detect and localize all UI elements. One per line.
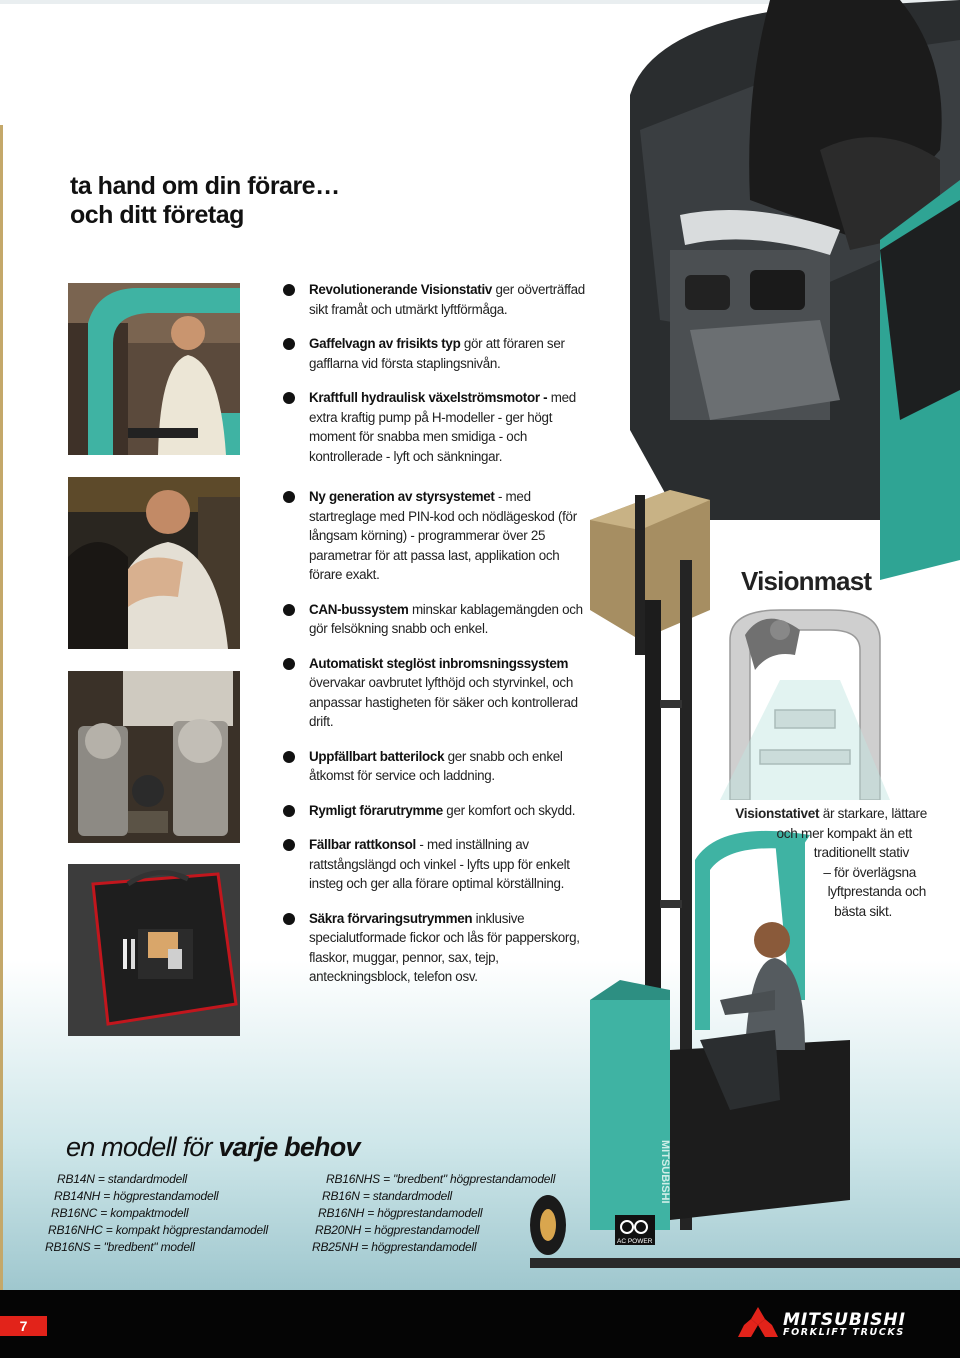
page-title-line-2: och ditt företag bbox=[70, 201, 244, 229]
ac-power-label: AC POWER bbox=[617, 1238, 653, 1245]
feature-title: Kraftfull hydraulisk växelströmsmotor - bbox=[309, 390, 548, 405]
model-item: RB16NS = "bredbent" modell bbox=[45, 1240, 195, 1254]
feature-text: - med startreglage med PIN-kod och nödlägeskod (för långsam körning) - programmerar över 25 parametrar för att passa last, applikation och förare exakt. bbox=[309, 489, 577, 582]
feature-title: Revolutionerande Visionstativ bbox=[309, 282, 493, 297]
photo-operator-in-cab bbox=[68, 283, 240, 455]
feature-text: - med inställning av rattstångslängd och vinkel - lyfts upp för enkelt insteg och ger alla förare optimal körställning. bbox=[309, 837, 570, 891]
bullet-icon bbox=[283, 658, 295, 670]
bullet-icon bbox=[283, 913, 295, 925]
visionmast-description bbox=[700, 804, 932, 921]
bullet-icon bbox=[283, 839, 295, 851]
page-title-line-1: ta hand om din förare… bbox=[70, 172, 340, 200]
visionmast-line-1 bbox=[700, 804, 932, 824]
bullet-icon bbox=[283, 392, 295, 404]
visionmast-line-3: traditionellt stativ bbox=[813, 845, 909, 860]
models-heading bbox=[66, 1132, 360, 1163]
visionmast-bold: Visionstativet bbox=[735, 806, 820, 821]
truck-side-brand: MITSUBISHI bbox=[659, 1140, 671, 1204]
model-item: RB16NH = högprestandamodell bbox=[318, 1206, 483, 1220]
photo-operator-portrait bbox=[68, 477, 240, 649]
bullet-icon bbox=[283, 284, 295, 296]
feature-title: Fällbar rattkonsol bbox=[309, 837, 416, 852]
bullet-icon bbox=[283, 751, 295, 763]
feature-text: ger oöverträffad sikt framåt och utmärkt lyftförmåga. bbox=[309, 282, 585, 317]
visionmast-diagram bbox=[720, 600, 890, 800]
feature-title: Automatiskt steglöst inbromsningssystem bbox=[309, 655, 569, 671]
model-item: RB16NC = kompaktmodell bbox=[51, 1206, 189, 1220]
feature-title: Säkra förvaringsutrymmen bbox=[309, 910, 473, 926]
photo-storage-bag bbox=[68, 864, 240, 1036]
feature-text: ger komfort och skydd. bbox=[442, 802, 576, 818]
bullet-icon bbox=[283, 491, 295, 503]
visionmast-line-1-text: är starkare, lättare bbox=[819, 806, 927, 821]
models-list-right bbox=[0, 1171, 555, 1256]
visionmast-line-4: – för överlägsna bbox=[823, 864, 916, 880]
feature-text: gör att föraren ser gafflarna vid första staplingsnivån. bbox=[309, 336, 565, 371]
models-heading-plain: en modell för bbox=[66, 1132, 219, 1162]
bullet-icon bbox=[283, 604, 295, 616]
visionmast-line-5: lyftprestanda och bbox=[827, 884, 926, 899]
model-item: RB14NH = högprestandamodell bbox=[54, 1189, 219, 1203]
feature-text: ger snabb och enkel åtkomst för service och laddning. bbox=[309, 748, 563, 783]
brand-name: MITSUBISHI bbox=[783, 1310, 906, 1330]
feature-text: inklusive specialutformade fickor och lås för papperskorg, flaskor, muggar, pennor, sax, tejp, anteckningsblock, telefon osv. bbox=[309, 910, 580, 984]
page-title bbox=[70, 172, 340, 230]
feature-title: CAN-bussystem bbox=[309, 601, 409, 617]
visionmast-line-6: bästa sikt. bbox=[834, 903, 892, 919]
photo-hydraulic-motor bbox=[68, 671, 240, 843]
feature-text: med extra kraftig pump på H-modeller - ger högt moment för snabba men smidiga - och kontrollerade - lyft och sänkningar. bbox=[309, 390, 576, 464]
model-item: RB16NHC = kompakt högprestandamodell bbox=[48, 1223, 268, 1237]
model-item: RB20NH = högprestandamodell bbox=[315, 1223, 480, 1237]
feature-title: Gaffelvagn av frisikts typ bbox=[309, 336, 461, 351]
page-number-badge: 7 bbox=[0, 1316, 47, 1336]
visionmast-line-2: och mer kompakt än ett bbox=[776, 825, 912, 841]
visionmast-title: Visionmast bbox=[741, 566, 872, 596]
bullet-icon bbox=[283, 338, 295, 350]
model-item: RB16NHS = "bredbent" högprestandamodell bbox=[326, 1172, 556, 1186]
feature-title: Ny generation av styrsystemet bbox=[309, 489, 495, 504]
feature-title: Rymligt förarutrymme bbox=[309, 802, 443, 818]
model-item: RB25NH = högprestandamodell bbox=[312, 1240, 477, 1254]
models-heading-bold: varje behov bbox=[218, 1132, 360, 1162]
left-rule bbox=[0, 125, 3, 1290]
brand-subtitle: FORKLIFT TRUCKS bbox=[783, 1327, 905, 1338]
model-item: RB16N = standardmodell bbox=[322, 1189, 453, 1203]
feature-text: minskar kablagemängden och gör felsökning snabb och enkel. bbox=[309, 601, 583, 636]
bullet-icon bbox=[283, 805, 295, 817]
model-item: RB14N = standardmodell bbox=[57, 1172, 188, 1186]
feature-text: övervakar oavbrutet lyfthöjd och styrvinkel, och anpassar hastigheten för säker och kontrollerad drift. bbox=[309, 675, 578, 729]
feature-title: Uppfällbart batterilock bbox=[309, 748, 445, 764]
